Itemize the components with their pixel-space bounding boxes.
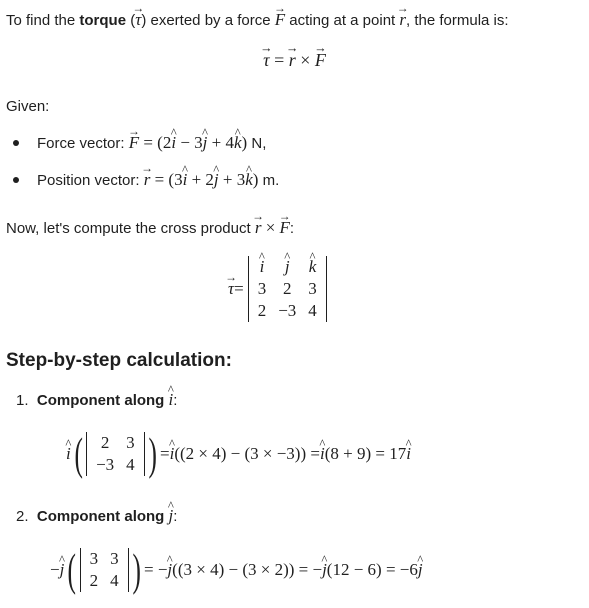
torque-term: torque: [79, 12, 127, 29]
cross-product-intro: Now, let's compute the cross product r → × F →:: [6, 218, 294, 238]
position-symbol: r →: [399, 10, 406, 30]
step-2-equation: − j ^ ( 3 3 2 4 ) = − j ^ ((3 × 4) − (3 × 2)) = − j ^ (12 − 6) = −6 j ^: [50, 548, 423, 592]
step-2-minor: 3 3 2 4: [80, 548, 129, 592]
bullet-dot: [13, 177, 19, 183]
bullet-dot: [13, 140, 19, 146]
step-1-minor: 2 3 −3 4: [86, 432, 145, 476]
force-vector-item: Force vector: F → = (2i ^ − 3j ^ + 4k ^) N,: [37, 133, 266, 153]
given-label: Given:: [6, 98, 50, 115]
torque-formula: τ → = r → × F →: [0, 50, 589, 71]
force-symbol: F →: [275, 10, 285, 30]
step-1-equation: i ^ ( 2 3 −3 4 ) = i ^ ((2 × 4) − (3 × −3)) = i ^ (8 + 9) = 17 i ^: [66, 432, 411, 476]
determinant-matrix: i ^ j ^ k ^ 3 2 3 2 −3 4: [248, 256, 327, 322]
tau-symbol: τ →: [135, 10, 141, 30]
step-1-title: 1. Component along i ^:: [16, 390, 177, 410]
cross-product-determinant: τ → = i ^ j ^ k ^ 3 2 3 2 −3 4: [228, 256, 327, 322]
step-2-title: 2. Component along j ^:: [16, 506, 177, 526]
step-heading: Step-by-step calculation:: [6, 350, 232, 371]
position-vector-item: Position vector: r → = (3i ^ + 2j ^ + 3k ^) m.: [37, 170, 279, 190]
intro-line: To find the torque (τ →) exerted by a force F → acting at a point r →, the formula is:: [6, 10, 509, 30]
